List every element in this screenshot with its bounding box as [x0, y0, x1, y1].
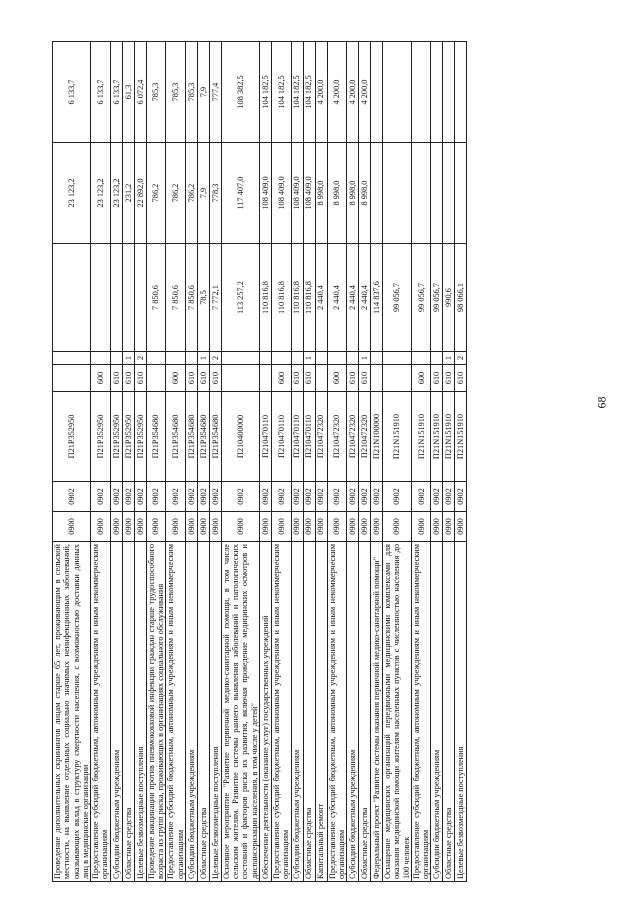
section-code-cell: 0900: [110, 512, 122, 542]
subsection-code-cell: 0902: [122, 482, 134, 512]
section-code-cell: 0900: [134, 512, 146, 542]
funding-source-cell: 2: [134, 352, 146, 365]
target-article-cell: П210472320: [327, 392, 347, 482]
target-article-cell: П210472320: [359, 392, 371, 482]
table-row: [347, 42, 359, 882]
expense-type-cell: 610: [443, 365, 455, 392]
target-article-cell: П21N151910: [431, 392, 443, 482]
funding-source-cell: [53, 352, 91, 365]
section-code-cell: 0900: [303, 512, 315, 542]
table-row: [197, 42, 209, 882]
table-row: [166, 42, 186, 882]
amount-year2-cell: 8 998,0: [315, 143, 327, 244]
table-row: [411, 42, 431, 882]
amount-year1-cell: 99 056,7: [383, 244, 412, 352]
row-name-cell: Капитальный ремонт: [315, 542, 327, 882]
table-row: [53, 42, 91, 882]
row-name-cell: Целевые безвозмездные поступления: [134, 542, 146, 882]
amount-year3-cell: 6 072,4: [134, 42, 146, 143]
target-article-cell: П21Р354680: [166, 392, 186, 482]
target-article-cell: П21N100000: [371, 392, 383, 482]
subsection-code-cell: 0902: [315, 482, 327, 512]
amount-year2-cell: 117 407,0: [221, 143, 259, 244]
table-row: [455, 42, 467, 882]
target-article-cell: П210470110: [291, 392, 303, 482]
amount-year1-cell: 99 056,7: [411, 244, 431, 352]
subsection-code-cell: 0902: [221, 482, 259, 512]
funding-source-cell: 2: [209, 352, 221, 365]
subsection-code-cell: 0902: [271, 482, 291, 512]
amount-year3-cell: 6 133,7: [110, 42, 122, 143]
funding-source-cell: 1: [443, 352, 455, 365]
subsection-code-cell: 0902: [291, 482, 303, 512]
amount-year1-cell: 7 850,6: [185, 244, 197, 352]
funding-source-cell: [411, 352, 431, 365]
funding-source-cell: 1: [303, 352, 315, 365]
table-row: [146, 42, 166, 882]
target-article-cell: П21Р354680: [146, 392, 166, 482]
expense-type-cell: 600: [411, 365, 431, 392]
section-code-cell: 0900: [221, 512, 259, 542]
subsection-code-cell: 0902: [383, 482, 412, 512]
funding-source-cell: [315, 352, 327, 365]
subsection-code-cell: 0902: [209, 482, 221, 512]
amount-year1-cell: 7 850,6: [146, 244, 166, 352]
subsection-code-cell: 0902: [185, 482, 197, 512]
section-code-cell: 0900: [411, 512, 431, 542]
funding-source-cell: [271, 352, 291, 365]
subsection-code-cell: 0902: [303, 482, 315, 512]
section-code-cell: 0900: [315, 512, 327, 542]
amount-year2-cell: 786,2: [166, 143, 186, 244]
table-row: [383, 42, 412, 882]
expense-type-cell: [383, 365, 412, 392]
section-code-cell: 0900: [53, 512, 91, 542]
table-row: [110, 42, 122, 882]
row-name-cell: Предоставление субсидий бюджетным, автономным учреждениям и иным некоммерческим организациям: [327, 542, 347, 882]
subsection-code-cell: 0902: [110, 482, 122, 512]
amount-year2-cell: 23 123,2: [110, 143, 122, 244]
amount-year3-cell: 785,3: [146, 42, 166, 143]
amount-year1-cell: 110 816,8: [291, 244, 303, 352]
expense-type-cell: 610: [359, 365, 371, 392]
amount-year3-cell: [455, 42, 467, 143]
amount-year1-cell: 110 816,8: [303, 244, 315, 352]
amount-year1-cell: 7 850,6: [166, 244, 186, 352]
section-code-cell: 0900: [327, 512, 347, 542]
expense-type-cell: 600: [327, 365, 347, 392]
row-name-cell: Федеральный проект "Развитие системы оказания первичной медико-санитарной помощи": [371, 542, 383, 882]
subsection-code-cell: 0902: [146, 482, 166, 512]
section-code-cell: 0900: [185, 512, 197, 542]
row-name-cell: Целевые безвозмездные поступления: [455, 542, 467, 882]
amount-year2-cell: 23 123,2: [91, 143, 111, 244]
subsection-code-cell: 0902: [197, 482, 209, 512]
amount-year3-cell: 104 182,5: [303, 42, 315, 143]
section-code-cell: 0900: [166, 512, 186, 542]
expense-type-cell: [221, 365, 259, 392]
target-article-cell: П21Р352950: [134, 392, 146, 482]
row-name-cell: Субсидии бюджетным учреждениям: [185, 542, 197, 882]
amount-year3-cell: 4 200,0: [347, 42, 359, 143]
amount-year2-cell: [431, 143, 443, 244]
amount-year2-cell: 231,2: [122, 143, 134, 244]
row-name-cell: Оснащение медицинских организаций передвижными медицинскими комплексами для оказания медицинской помощи жителям населенных пунктов с численностью населения до 100 человек: [383, 542, 412, 882]
expense-type-cell: 610: [209, 365, 221, 392]
subsection-code-cell: 0902: [431, 482, 443, 512]
section-code-cell: 0900: [383, 512, 412, 542]
target-article-cell: П210470110: [271, 392, 291, 482]
amount-year3-cell: 104 182,5: [259, 42, 271, 143]
target-article-cell: П21Р352950: [122, 392, 134, 482]
amount-year2-cell: 786,2: [185, 143, 197, 244]
row-name-cell: Областные средства: [359, 542, 371, 882]
page-number: 68: [594, 396, 609, 409]
funding-source-cell: [259, 352, 271, 365]
amount-year2-cell: [371, 143, 383, 244]
table-row: [291, 42, 303, 882]
target-article-cell: П21N151910: [455, 392, 467, 482]
amount-year2-cell: [383, 143, 412, 244]
funding-source-cell: [431, 352, 443, 365]
amount-year2-cell: 8 998,0: [327, 143, 347, 244]
amount-year3-cell: 6 133,7: [91, 42, 111, 143]
table-row: [185, 42, 197, 882]
table-row: [221, 42, 259, 882]
subsection-code-cell: 0902: [259, 482, 271, 512]
row-name-cell: Областные средства: [122, 542, 134, 882]
amount-year2-cell: 22 892,0: [134, 143, 146, 244]
amount-year2-cell: 7,9: [197, 143, 209, 244]
subsection-code-cell: 0902: [359, 482, 371, 512]
funding-source-cell: [166, 352, 186, 365]
row-name-cell: Обеспечение деятельности (оказание услуг) государственных учреждений: [259, 542, 271, 882]
subsection-code-cell: 0902: [91, 482, 111, 512]
amount-year1-cell: [91, 244, 111, 352]
target-article-cell: П21Р352950: [110, 392, 122, 482]
subsection-code-cell: 0902: [327, 482, 347, 512]
row-name-cell: Субсидии бюджетным учреждениям: [347, 542, 359, 882]
amount-year3-cell: 785,3: [166, 42, 186, 143]
amount-year1-cell: 114 837,6: [371, 244, 383, 352]
expense-type-cell: 600: [91, 365, 111, 392]
amount-year1-cell: 7 772,1: [209, 244, 221, 352]
subsection-code-cell: 0902: [411, 482, 431, 512]
amount-year3-cell: 4 200,0: [359, 42, 371, 143]
amount-year1-cell: 78,5: [197, 244, 209, 352]
amount-year1-cell: 2 440,4: [327, 244, 347, 352]
row-name-cell: Субсидии бюджетным учреждениям: [110, 542, 122, 882]
table-row: [259, 42, 271, 882]
table-row: [443, 42, 455, 882]
expense-type-cell: 610: [303, 365, 315, 392]
target-article-cell: П21Р354680: [185, 392, 197, 482]
row-name-cell: Предоставление субсидий бюджетным, автономным учреждениям и иным некоммерческим организациям: [91, 542, 111, 882]
amount-year3-cell: 777,4: [209, 42, 221, 143]
amount-year2-cell: 8 998,0: [347, 143, 359, 244]
amount-year2-cell: [455, 143, 467, 244]
funding-source-cell: [383, 352, 412, 365]
target-article-cell: П21Р352950: [91, 392, 111, 482]
funding-source-cell: [110, 352, 122, 365]
funding-source-cell: [291, 352, 303, 365]
amount-year3-cell: [411, 42, 431, 143]
target-article-cell: П210472320: [315, 392, 327, 482]
row-name-cell: Субсидии бюджетным учреждениям: [431, 542, 443, 882]
expense-type-cell: 610: [431, 365, 443, 392]
funding-source-cell: [185, 352, 197, 365]
amount-year2-cell: [443, 143, 455, 244]
amount-year3-cell: 4 200,0: [327, 42, 347, 143]
subsection-code-cell: 0902: [455, 482, 467, 512]
amount-year2-cell: 108 409,0: [303, 143, 315, 244]
table-row: [431, 42, 443, 882]
amount-year2-cell: 23 123,2: [53, 143, 91, 244]
expense-type-cell: 610: [185, 365, 197, 392]
row-name-cell: Основное мероприятие "Развитие первичной медико-санитарной помощи, в том числе сельским жителям. Развитие системы раннего выявления заболеваний и патологических состояний и факторов риска их развития, включая проведение медицинских осмотров и диспансеризации населения, в том числе у детей": [221, 542, 259, 882]
funding-source-cell: [91, 352, 111, 365]
table-row: [327, 42, 347, 882]
section-code-cell: 0900: [455, 512, 467, 542]
funding-source-cell: [146, 352, 166, 365]
expense-type-cell: [259, 365, 271, 392]
section-code-cell: 0900: [431, 512, 443, 542]
expense-type-cell: 610: [197, 365, 209, 392]
amount-year1-cell: 113 257,2: [221, 244, 259, 352]
amount-year1-cell: [53, 244, 91, 352]
funding-source-cell: [371, 352, 383, 365]
section-code-cell: 0900: [291, 512, 303, 542]
target-article-cell: П210470110: [303, 392, 315, 482]
expense-type-cell: 610: [347, 365, 359, 392]
target-article-cell: П21N151910: [383, 392, 412, 482]
table-row: [359, 42, 371, 882]
expense-type-cell: 610: [291, 365, 303, 392]
amount-year3-cell: 7,9: [197, 42, 209, 143]
funding-source-cell: 1: [197, 352, 209, 365]
amount-year3-cell: [371, 42, 383, 143]
section-code-cell: 0900: [347, 512, 359, 542]
amount-year2-cell: 786,2: [146, 143, 166, 244]
amount-year2-cell: 108 409,0: [291, 143, 303, 244]
section-code-cell: 0900: [122, 512, 134, 542]
funding-source-cell: [221, 352, 259, 365]
funding-source-cell: 1: [122, 352, 134, 365]
amount-year1-cell: 2 440,4: [359, 244, 371, 352]
amount-year2-cell: 8 998,0: [359, 143, 371, 244]
amount-year2-cell: [411, 143, 431, 244]
expense-type-cell: 610: [122, 365, 134, 392]
table-row: [122, 42, 134, 882]
amount-year3-cell: 6 133,7: [53, 42, 91, 143]
row-name-cell: Целевые безвозмездные поступления: [209, 542, 221, 882]
section-code-cell: 0900: [443, 512, 455, 542]
subsection-code-cell: 0902: [347, 482, 359, 512]
target-article-cell: П210472320: [347, 392, 359, 482]
table-row: [303, 42, 315, 882]
amount-year3-cell: [443, 42, 455, 143]
funding-source-cell: 1: [359, 352, 371, 365]
amount-year1-cell: [122, 244, 134, 352]
expense-type-cell: [371, 365, 383, 392]
amount-year1-cell: 98 066,1: [455, 244, 467, 352]
section-code-cell: 0900: [259, 512, 271, 542]
amount-year1-cell: 2 440,4: [347, 244, 359, 352]
section-code-cell: 0900: [209, 512, 221, 542]
amount-year1-cell: 110 816,8: [259, 244, 271, 352]
target-article-cell: П21N151910: [443, 392, 455, 482]
expense-type-cell: 610: [455, 365, 467, 392]
row-name-cell: Областные средства: [303, 542, 315, 882]
amount-year3-cell: 104 182,5: [291, 42, 303, 143]
row-name-cell: Проведение вакцинации против пневмококковой инфекции граждан старше трудоспособного возраста из групп риска, проживающих в организациях социального обслуживания: [146, 542, 166, 882]
row-name-cell: Предоставление субсидий бюджетным, автономным учреждениям и иным некоммерческим организациям: [411, 542, 431, 882]
row-name-cell: Субсидии бюджетным учреждениям: [291, 542, 303, 882]
expense-type-cell: [315, 365, 327, 392]
subsection-code-cell: 0902: [166, 482, 186, 512]
rotated-page-content: [52, 42, 606, 882]
table-row: [315, 42, 327, 882]
budget-table: [52, 41, 467, 882]
subsection-code-cell: 0902: [371, 482, 383, 512]
amount-year3-cell: 4 200,0: [315, 42, 327, 143]
funding-source-cell: 2: [455, 352, 467, 365]
subsection-code-cell: 0902: [53, 482, 91, 512]
amount-year1-cell: 99 056,7: [431, 244, 443, 352]
amount-year1-cell: [134, 244, 146, 352]
target-article-cell: П21Р354680: [209, 392, 221, 482]
section-code-cell: 0900: [91, 512, 111, 542]
expense-type-cell: 600: [166, 365, 186, 392]
amount-year2-cell: 778,3: [209, 143, 221, 244]
row-name-cell: Областные средства: [443, 542, 455, 882]
expense-type-cell: [53, 365, 91, 392]
section-code-cell: 0900: [359, 512, 371, 542]
expense-type-cell: 610: [134, 365, 146, 392]
row-name-cell: Областные средства: [197, 542, 209, 882]
amount-year1-cell: 110 816,8: [271, 244, 291, 352]
amount-year3-cell: 108 382,5: [221, 42, 259, 143]
amount-year1-cell: 990,6: [443, 244, 455, 352]
funding-source-cell: [327, 352, 347, 365]
table-body: [53, 42, 467, 882]
row-name-cell: Проведение дополнительных скринингов лицам старше 65 лет, проживающим в сельской местности, на выявление отдельных социально значимых неинфекционных заболеваний, оказывающих вклад в структуру смертности населения, с возможностью доставки данных лиц в медицинские организации: [53, 542, 91, 882]
table-row: [271, 42, 291, 882]
target-article-cell: П210470110: [259, 392, 271, 482]
row-name-cell: Предоставление субсидий бюджетным, автономным учреждениям и иным некоммерческим организациям: [166, 542, 186, 882]
section-code-cell: 0900: [371, 512, 383, 542]
section-code-cell: 0900: [146, 512, 166, 542]
amount-year1-cell: [110, 244, 122, 352]
amount-year2-cell: 108 409,0: [259, 143, 271, 244]
amount-year1-cell: 2 440,4: [315, 244, 327, 352]
expense-type-cell: 600: [271, 365, 291, 392]
funding-source-cell: [347, 352, 359, 365]
amount-year2-cell: 108 409,0: [271, 143, 291, 244]
target-article-cell: П21Р352950: [53, 392, 91, 482]
table-row: [209, 42, 221, 882]
subsection-code-cell: 0902: [134, 482, 146, 512]
amount-year3-cell: 104 182,5: [271, 42, 291, 143]
amount-year3-cell: 61,3: [122, 42, 134, 143]
amount-year3-cell: [383, 42, 412, 143]
target-article-cell: П21N151910: [411, 392, 431, 482]
table-row: [91, 42, 111, 882]
row-name-cell: Предоставление субсидий бюджетным, автономным учреждениям и иным некоммерческим организациям: [271, 542, 291, 882]
section-code-cell: 0900: [197, 512, 209, 542]
expense-type-cell: 610: [110, 365, 122, 392]
expense-type-cell: [146, 365, 166, 392]
amount-year3-cell: 785,3: [185, 42, 197, 143]
subsection-code-cell: 0902: [443, 482, 455, 512]
section-code-cell: 0900: [271, 512, 291, 542]
target-article-cell: П210400000: [221, 392, 259, 482]
target-article-cell: П21Р354680: [197, 392, 209, 482]
table-row: [371, 42, 383, 882]
amount-year3-cell: [431, 42, 443, 143]
table-row: [134, 42, 146, 882]
